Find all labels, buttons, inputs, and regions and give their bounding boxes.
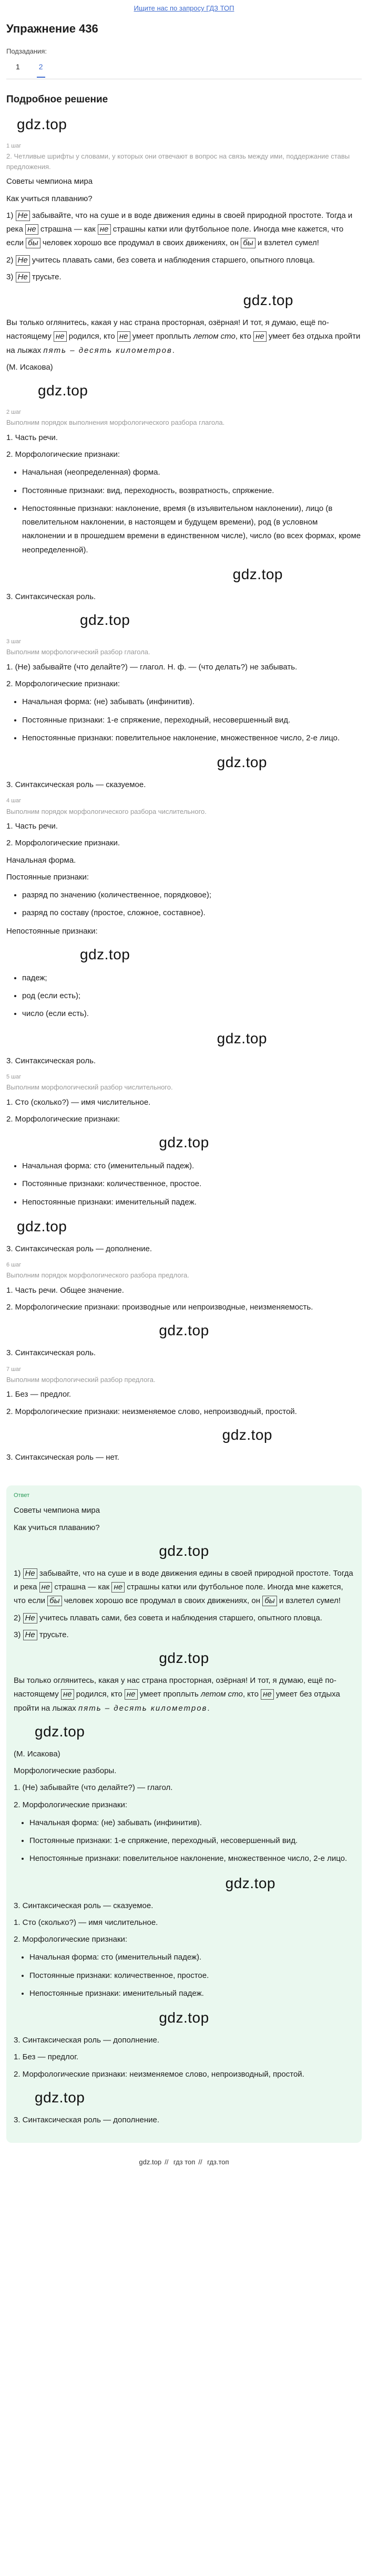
step-note: Выполним морфологический разбор предлога.: [6, 1375, 156, 1384]
step-note: Выполним порядок морфологического разбора числительного.: [6, 807, 207, 815]
watermark: gdz.top: [159, 1322, 209, 1339]
step-label: 3 шаг: [6, 638, 22, 645]
step-label: 5 шаг: [6, 1073, 22, 1080]
watermark: gdz.top: [217, 1030, 267, 1046]
watermark: gdz.top: [80, 946, 130, 962]
text-line: Морфологические разборы.: [14, 1766, 117, 1775]
text-line: 1. Сто (сколько?) — имя числительное.: [6, 1097, 151, 1107]
list-item: • Начальная форма: (не) забывать (инфинитив).: [22, 695, 362, 709]
text-line: 3. Синтаксическая роль — сказуемое.: [6, 780, 146, 789]
watermark: gdz.top: [217, 754, 267, 770]
watermark: gdz.top: [159, 1134, 209, 1150]
watermark: gdz.top: [232, 566, 283, 582]
step-note: Выполним порядок морфологического разбора предлога.: [6, 1271, 189, 1280]
list-item: • Постоянные признаки: количественное, простое.: [29, 1969, 354, 1983]
step-label: 1 шаг: [6, 143, 22, 149]
list-item: • Постоянные признаки: 1-е спряжение, переходный, несовершенный вид.: [22, 714, 362, 727]
text-line: 2. Морфологические признаки: неизменяемое слово, непроизводный, простой.: [6, 1407, 297, 1416]
tab-1[interactable]: 1: [16, 62, 20, 71]
list: [6, 888, 362, 920]
text-paragraph: Вы только оглянитесь, какая у нас страна просторная, озёрная! И тот, я думаю, ещё по-настоящему не родился, кто не умеет проплыть летом сто, кто не умеет без отдыха пройти на лыжах пять – десять километров.: [6, 318, 361, 355]
text-line: 3. Синтаксическая роль.: [6, 1348, 96, 1358]
list-item: • Непостоянные признаки: наклонение, время (в изъявительном наклонении), лицо (в повелительном наклонении, в настоящем и будущем времени), род (в условном наклонении и в прошедшем времени в единственном числе), число (во всех формах, кроме неопределенной).: [22, 502, 362, 557]
text-line: Постоянные признаки:: [6, 872, 89, 882]
text-line: 3. Синтаксическая роль — дополнение.: [14, 2115, 160, 2124]
text-line: Непостоянные признаки:: [6, 926, 98, 936]
list: [6, 1159, 362, 1209]
text-line: 2. Морфологические признаки: неизменяемое слово, непроизводный, простой.: [14, 2069, 304, 2079]
text-line: 1. Часть речи.: [6, 822, 58, 831]
watermark: gdz.top: [225, 1875, 275, 1891]
step-label: 6 шаг: [6, 1262, 22, 1268]
text-paragraph: 3) Не трусьте.: [14, 1630, 69, 1639]
text-paragraph: Вы только оглянитесь, какая у нас страна просторная, озёрная! И тот, я думаю, ещё по-настоящему не родился, кто не умеет проплыть летом сто, кто не умеет без отдыха пройти на лыжах пять – десять километров.: [14, 1676, 340, 1713]
list: [6, 695, 362, 745]
step-note: 2. Чeтливые шрифты у словами, у которых они отвечают в вопрос на связь между ими, поддержание ставы предложения.: [6, 152, 350, 171]
text-line: 2. Морфологические признаки: производные или непроизводные, неизменяемость.: [6, 1303, 313, 1312]
list-item: • разряд по значению (количественное, порядковое);: [22, 888, 362, 902]
text-line: 3. Синтаксическая роль.: [6, 1056, 96, 1065]
step-note: Выполним порядок выполнения морфологического разбора глагола.: [6, 418, 225, 427]
list-item: • Непостоянные признаки: именительный падеж.: [29, 1987, 354, 2001]
text-line: 3. Синтаксическая роль — нет.: [6, 1452, 119, 1462]
text-line: 2. Морфологические признаки.: [6, 839, 120, 848]
list-item: • род (если есть);: [22, 989, 362, 1003]
text-line: 2. Морфологические признаки:: [14, 1800, 128, 1809]
text-line: 2. Морфологические признаки:: [6, 1114, 120, 1124]
footer-link[interactable]: гдз топ: [173, 2158, 196, 2166]
list-item: • Начальная форма: сто (именительный падеж).: [29, 1951, 354, 1964]
text-paragraph: 2) Не учитесь плавать сами, без совета и наблюдения старшего, опытного пловца.: [6, 255, 315, 265]
text-paragraph: 1) Не забывайте, что на суше и в воде движения едины в своей природной простоте. Тогда и река не страшна — как не страшны катки или футбольное поле. Иногда мне кажется, что если бы человек хорошо все продумал в своих движениях, он бы и взлетел сумел!: [6, 211, 353, 248]
list-item: • Начальная (неопределенная) форма.: [22, 466, 362, 479]
list-item: • число (если есть).: [22, 1007, 362, 1021]
subtabs: [14, 60, 362, 78]
list-item: • разряд по составу (простое, сложное, составное).: [22, 906, 362, 920]
text-line: 3. Синтаксическая роль — сказуемое.: [14, 1901, 154, 1910]
list-item: • Непостоянные признаки: повелительное наклонение, множественное число, 2-е лицо.: [29, 1852, 354, 1866]
text-line: Начальная форма.: [6, 855, 76, 865]
text-line: 2. Морфологические признаки:: [6, 679, 120, 688]
text-heading: Советы чемпиона мира: [6, 177, 93, 186]
watermark: gdz.top: [159, 1650, 209, 1666]
list: [14, 1951, 354, 2001]
text-line: 2. Морфологические признаки:: [14, 1935, 128, 1944]
footer-link[interactable]: gdz.top: [139, 2158, 162, 2166]
watermark: gdz.top: [243, 292, 293, 308]
watermark: gdz.top: [38, 382, 88, 399]
list: [14, 1816, 354, 1866]
list: [6, 466, 362, 557]
tab-2[interactable]: 2: [37, 60, 45, 78]
list-item: • Постоянные признаки: количественное, простое.: [22, 1177, 362, 1191]
text-line: 1. (Не) забывайте (что делайте?) — глагол. Н. ф. — (что делать?) не забывать.: [6, 662, 298, 672]
text-line: 1. Часть речи.: [6, 433, 58, 442]
list-item: • Непостоянные признаки: именительный падеж.: [22, 1196, 362, 1209]
page-title: Упражнение 436: [6, 22, 98, 35]
footer: gdz.top // гдз топ // гдз.топ: [139, 2158, 229, 2166]
step-label: 4 шаг: [6, 798, 22, 804]
watermark: gdz.top: [35, 2089, 85, 2106]
text-line: 1. Сто (сколько?) — имя числительное.: [14, 1918, 158, 1927]
footer-link[interactable]: гдз.топ: [207, 2158, 229, 2166]
text-line: 1. Без — предлог.: [6, 1390, 71, 1399]
text-paragraph: 3) Не трусьте.: [6, 272, 62, 281]
list-item: • Начальная форма: сто (именительный падеж).: [22, 1159, 362, 1173]
text-paragraph: 2) Не учитесь плавать сами, без совета и наблюдения старшего, опытного пловца.: [14, 1613, 322, 1622]
text-line: 1. Без — предлог.: [14, 2053, 79, 2062]
text-question: Как учиться плаванию?: [14, 1523, 100, 1532]
list-item: • Постоянные признаки: вид, переходность, возвратность, спряжение.: [22, 484, 362, 498]
step-note: Выполним морфологический разбор глагола.: [6, 648, 150, 656]
subparagraphs-label: Подзадания:: [6, 47, 47, 55]
text-line: 3. Синтаксическая роль — дополнение.: [14, 2036, 160, 2045]
text-line: 3. Синтаксическая роль — дополнение.: [6, 1244, 152, 1253]
watermark: gdz.top: [80, 612, 130, 628]
watermark: gdz.top: [159, 1542, 209, 1559]
step-label: 7 шаг: [6, 1366, 22, 1373]
list: [6, 971, 362, 1021]
text-author: (М. Исакова): [6, 362, 53, 372]
list-item: • Постоянные признаки: 1-е спряжение, переходный, несовершенный вид.: [29, 1834, 354, 1848]
text-line: 1. Часть речи. Общее значение.: [6, 1285, 124, 1295]
answer-badge: Ответ: [14, 1492, 30, 1499]
text-line: 1. (Не) забывайте (что делайте?) — глагол.: [14, 1783, 173, 1793]
text-question: Как учиться плаванию?: [6, 194, 93, 203]
list-item: • Непостоянные признаки: повелительное наклонение, множественное число, 2-е лицо.: [22, 731, 362, 745]
step-note: Выполним морфологический разбор числительного.: [6, 1083, 173, 1091]
text-author: (М. Исакова): [14, 1749, 60, 1758]
answer-block: [6, 1485, 362, 2143]
text-paragraph: 1) Не забывайте, что на суше и в воде движения едины в своей природной простоте. Тогда и река не страшна — как не страшны катки или футбольное поле. Иногда мне кажется, что если бы человек хорошо все продумал в своих движениях, он бы и взлетел сумел!: [14, 1568, 353, 1606]
text-line: 3. Синтаксическая роль.: [6, 592, 96, 601]
watermark: gdz.top: [35, 1723, 85, 1740]
watermark: gdz.top: [222, 1426, 272, 1443]
watermark: gdz.top: [159, 2009, 209, 2026]
list-item: • Начальная форма: (не) забывать (инфинитив).: [29, 1816, 354, 1830]
top-promo-link[interactable]: Ищите нас по запросу ГДЗ ТОП: [134, 4, 234, 12]
step-label: 2 шаг: [6, 409, 22, 415]
text-line: 2. Морфологические признаки:: [6, 450, 120, 459]
list-item: • падеж;: [22, 971, 362, 985]
watermark: gdz.top: [17, 116, 67, 132]
watermark: gdz.top: [17, 1218, 67, 1234]
text-heading: Советы чемпиона мира: [14, 1506, 100, 1515]
solution-title: Подробное решение: [6, 93, 108, 105]
